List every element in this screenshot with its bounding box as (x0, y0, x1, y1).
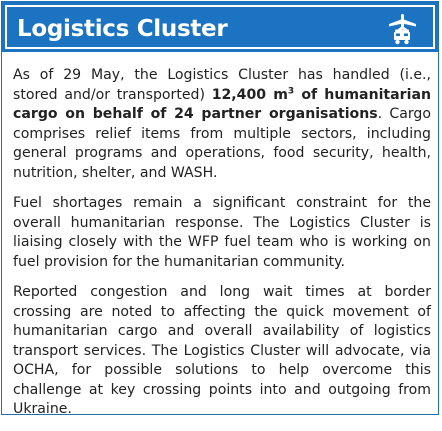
paragraph-border-congestion (13, 283, 431, 420)
paragraph-fuel-shortages (13, 194, 431, 272)
airplane-icon (389, 14, 416, 31)
logistics-cluster-icon (385, 13, 419, 45)
cargo-volume-highlight: 12,400 m (211, 86, 288, 103)
panel-header (2, 2, 438, 56)
text-segment: . Cargo comprises relief items from multiple sectors, including general programs and operations, food security, health, nutrition, shelter, and WASH. (13, 106, 431, 181)
paragraph-cargo-handled (13, 66, 431, 183)
partner-organisations-highlight: of humanitarian cargo on behalf of 24 partner organisations (13, 86, 432, 122)
panel-title: Logistics Cluster (17, 16, 228, 42)
logistics-cluster-panel (1, 1, 439, 415)
cubic-superscript: 3 (287, 85, 295, 96)
text-segment: Reported congestion and long wait times at border crossing are noted to affecting the quick movement of humanitarian cargo and overall availability of logistics transport services. The Logistics Cluster will advocate, via OCHA, for possible solutions to help overcome this challenge at key crossing points into and outgoing from Ukraine. (13, 284, 431, 417)
truck-icon (394, 30, 410, 45)
header-frame (5, 5, 435, 49)
text-segment: As of 29 May, the Logistics Cluster has handled (i.e., stored and/or transported) (13, 67, 431, 103)
panel-body (13, 66, 431, 431)
text-segment: Fuel shortages remain a significant constraint for the overall humanitarian response. The Logistics Cluster is liaising closely with the WFP fuel team who is working on fuel provision for the humanitarian community. (13, 195, 431, 270)
